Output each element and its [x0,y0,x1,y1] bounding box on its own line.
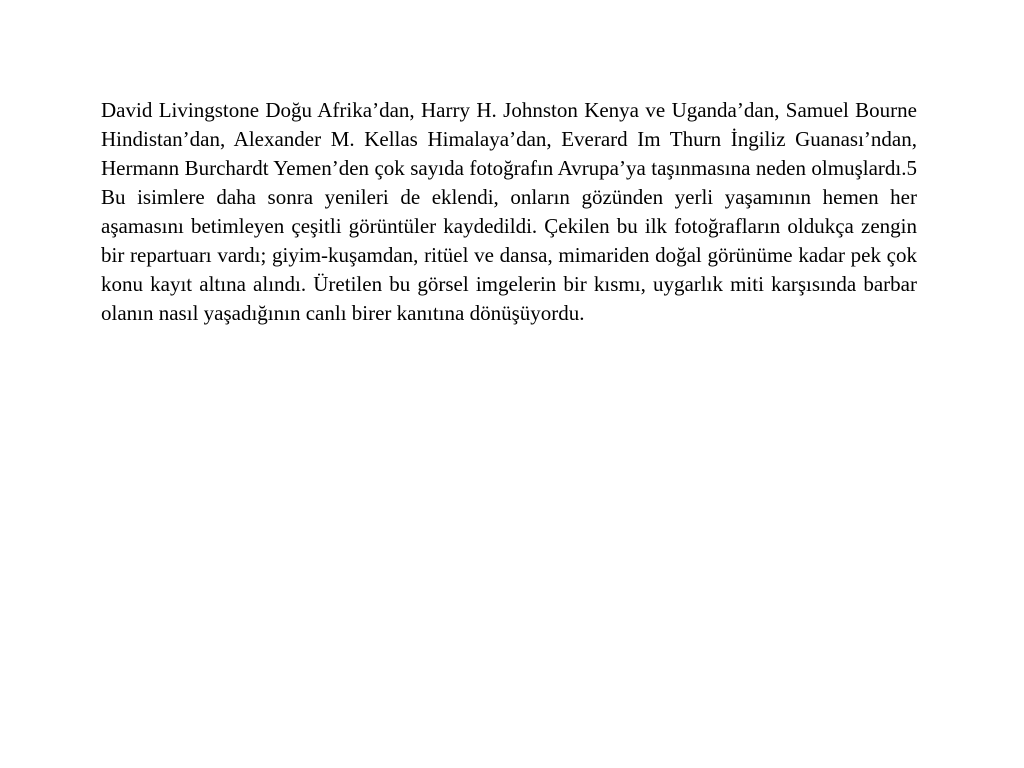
body-paragraph: David Livingstone Doğu Afrika’dan, Harry H. Johnston Kenya ve Uganda’dan, Samuel Bourne Hindistan’dan, Alexander M. Kellas Himalaya’dan, Everard Im Thurn İngiliz Guanası’ndan, Hermann Burchardt Yemen’den çok sayıda fotoğrafın Avrupa’ya taşınmasına neden olmuşlardı.5 Bu isimlere daha sonra yenileri de eklendi, onların gözünden yerli yaşamının hemen her aşamasını betimleyen çeşitli görüntüler kaydedildi. Çekilen bu ilk fotoğrafların oldukça zengin bir repartuarı vardı; giyim-kuşamdan, ritüel ve dansa, mimariden doğal görünüme kadar pek çok konu kayıt altına alındı. Üretilen bu görsel imgelerin bir kısmı, uygarlık miti karşısında barbar olanın nasıl yaşadığının canlı birer kanıtına dönüşüyordu. [101,98,917,325]
